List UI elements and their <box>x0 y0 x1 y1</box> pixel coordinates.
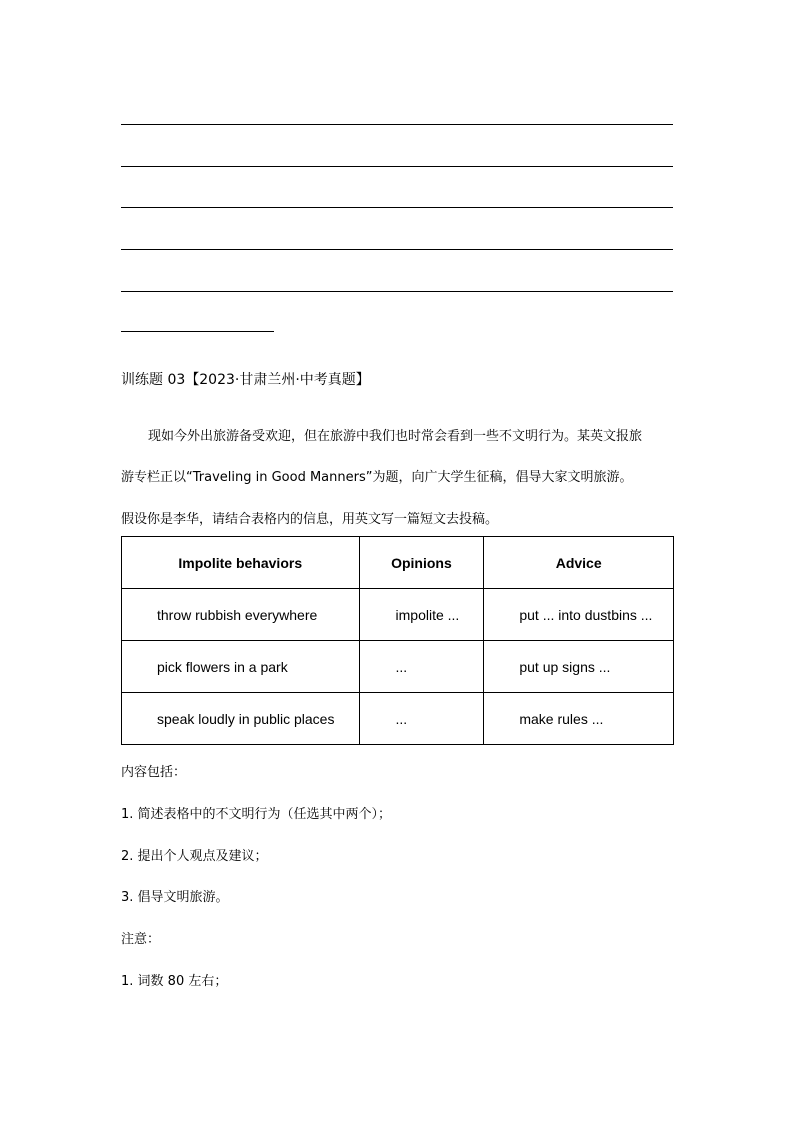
table-header: Opinions <box>359 537 484 589</box>
table-row <box>122 589 674 641</box>
writing-line <box>121 124 673 125</box>
table-row <box>122 641 674 693</box>
table-cell: ... <box>359 693 484 745</box>
table-cell: make rules ... <box>484 693 674 745</box>
table-cell: pick flowers in a park <box>122 641 360 693</box>
writing-line-short <box>121 331 274 332</box>
content-item: 3. 倡导文明旅游。 <box>121 890 229 905</box>
content-heading: 内容包括： <box>121 765 187 780</box>
info-table <box>121 536 674 745</box>
table-cell: ... <box>359 641 484 693</box>
table-header: Advice <box>484 537 674 589</box>
writing-line <box>121 207 673 208</box>
writing-line <box>121 166 673 167</box>
table-row <box>122 693 674 745</box>
note-heading: 注意： <box>121 932 161 947</box>
table-header-row <box>122 537 674 589</box>
intro-line-2: 游专栏正以“Traveling in Good Manners”为题，向广大学生征稿，倡导大家文明旅游。 <box>121 470 633 485</box>
content-item: 1. 简述表格中的不文明行为（任选其中两个）； <box>121 807 392 822</box>
table-cell: speak loudly in public places <box>122 693 360 745</box>
note-item: 1. 词数 80 左右； <box>121 974 228 989</box>
writing-line <box>121 249 673 250</box>
table-cell: put up signs ... <box>484 641 674 693</box>
content-item: 2. 提出个人观点及建议； <box>121 849 268 864</box>
exercise-title: 训练题 03【2023·甘肃兰州·中考真题】 <box>121 372 370 388</box>
table-cell: put ... into dustbins ... <box>484 589 674 641</box>
writing-line <box>121 291 673 292</box>
intro-line-3: 假设你是李华，请结合表格内的信息，用英文写一篇短文去投稿。 <box>121 512 499 527</box>
table-header: Impolite behaviors <box>122 537 360 589</box>
table-cell: throw rubbish everywhere <box>122 589 360 641</box>
intro-line-1: 现如今外出旅游备受欢迎，但在旅游中我们也时常会看到一些不文明行为。某英文报旅 <box>148 429 643 444</box>
table-cell: impolite ... <box>359 589 484 641</box>
